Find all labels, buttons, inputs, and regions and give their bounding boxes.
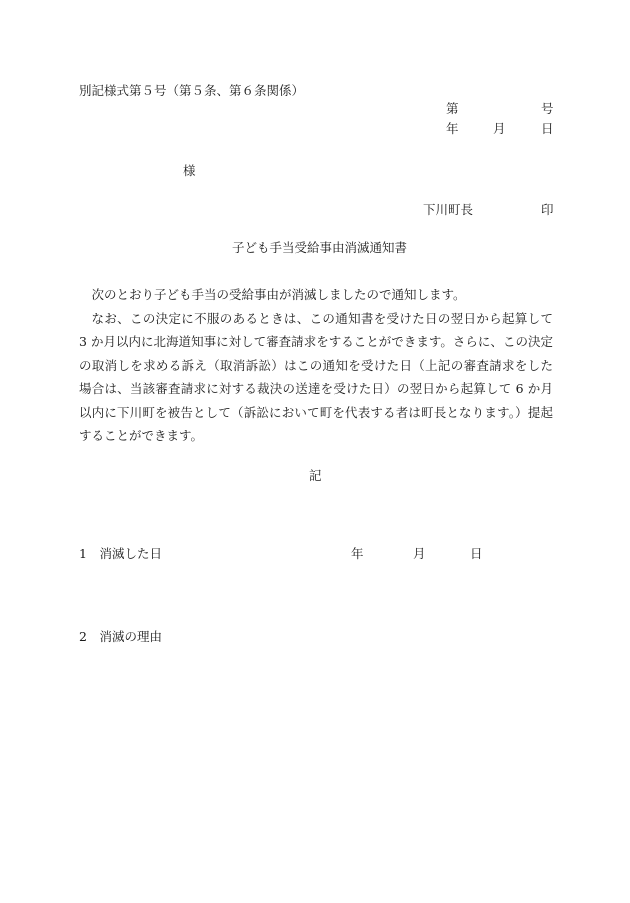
number-prefix: 第 xyxy=(446,101,459,116)
item-2-label: 2 消滅の理由 xyxy=(79,629,162,644)
item-1-day: 日 xyxy=(470,546,483,561)
document-title: 子ども手当受給事由消滅通知書 xyxy=(232,240,408,255)
date-month: 月 xyxy=(493,121,506,136)
seal: 印 xyxy=(541,202,554,217)
ki-heading: 記 xyxy=(309,468,322,483)
item-1-label: 1 消滅した日 xyxy=(79,546,162,561)
item-1-year: 年 xyxy=(351,546,364,561)
addressee-suffix: 様 xyxy=(183,163,196,178)
date-day: 日 xyxy=(541,121,554,136)
number-suffix: 号 xyxy=(541,101,554,116)
issuer: 下川町長 xyxy=(423,202,474,217)
body-paragraph-2: なお、この決定に不服のあるときは、この通知書を受けた日の翌日から起算して 3 か月以内に北海道知事に対して審査請求をすることができます。さらに、この決定の取消しを求める訴え（取消訴訟）はこの通知を受けた日（上記の審査請求をした場合は、当該審査請求に対する裁決の送達を受けた日）の翌日から起算して 6 か月以内に下川町を被告として（訴訟において町を代表する者は町長となります。）提起することができます。 xyxy=(79,310,553,443)
date-year: 年 xyxy=(446,121,459,136)
body-text xyxy=(79,283,553,448)
form-label: 別記様式第５号（第５条、第６条関係） xyxy=(79,83,305,98)
item-1-month: 月 xyxy=(413,546,426,561)
body-paragraph-1: 次のとおり子ども手当の受給事由が消滅しましたので通知します。 xyxy=(91,287,466,302)
